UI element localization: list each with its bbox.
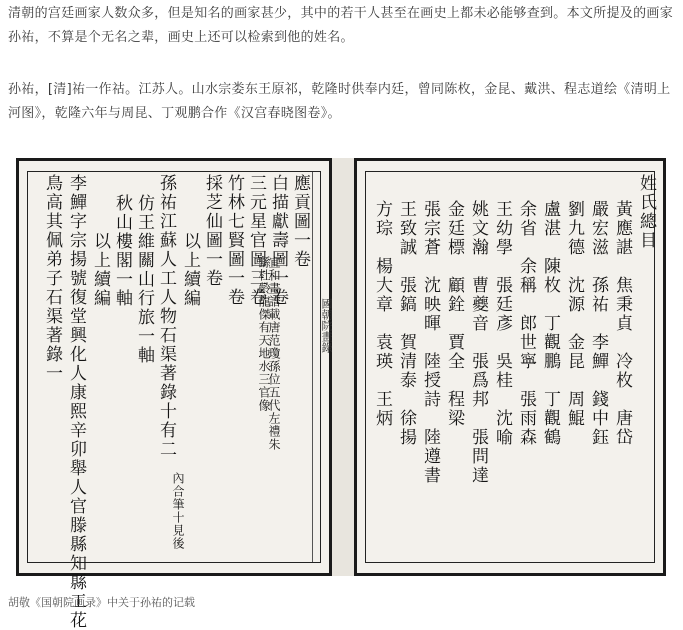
right-page-column: 張宗蒼 沈映暉 陸授詩 陸遵書	[420, 200, 440, 485]
right-page-column: 姚文瀚 曹夔音 張爲邦 張問達	[468, 200, 488, 485]
left-page-annotation: 繇杜齡龍傑有天地水三官像	[257, 256, 271, 412]
right-page-column: 盧湛 陳枚 丁觀鵬 丁觀鶴	[540, 200, 560, 447]
right-page-column: 黃應諶 焦秉貞 冷枚 唐岱	[612, 200, 632, 447]
left-page-column: 李鱓字宗揚號復堂興化人康熙辛卯舉人官滕縣知縣工花	[66, 174, 86, 630]
right-page-column: 姓氏總目	[636, 174, 656, 250]
left-page-column: 白描獻壽圖一卷	[268, 174, 288, 307]
left-page-column: 以上續編	[90, 232, 110, 308]
right-page-column: 王致誠 張鎬 賀清泰 徐揚	[396, 200, 416, 447]
page-right-frame	[365, 171, 655, 563]
book-page-right	[354, 158, 666, 576]
left-page-column: 三元星官圖三卷	[246, 174, 266, 307]
left-page-column: 竹林七賢圖一卷	[224, 174, 244, 307]
left-page-column: 孫祐江蘇人工人物石渠著錄十有二	[156, 174, 176, 459]
left-page-annotation: 內合筆十見後	[171, 472, 185, 550]
image-caption: 胡敬《国朝院画录》中关于孙祐的记载	[8, 596, 195, 609]
right-page-column: 劉九德 沈源 金昆 周鯤	[564, 200, 584, 428]
right-page-column: 王幼學 張廷彥 吳桂 沈喻	[492, 200, 512, 447]
left-page-annotation: 宜和畫譜載唐范瓊孫位五代左禮朱	[267, 256, 281, 451]
right-page-column: 金廷標 顧銓 賈全 程梁	[444, 200, 464, 428]
left-page-column: 採芝仙圖一卷	[202, 174, 222, 288]
intro-paragraph-1: 清朝的宫廷画家人数众多，但是知名的画家甚少，其中的若干人甚至在画史上都未必能够查到。本文所提及的画家孙祐，不算是个无名之辈，画史上还可以检索到他的姓名。	[8, 6, 674, 45]
left-page-column: 仿王維關山行旅一軸	[134, 194, 154, 365]
left-page-column: 應貢圖一卷	[290, 174, 310, 269]
right-page-column: 方琮 楊大章 袁瑛 王炳	[372, 200, 392, 428]
gutter-title: 國朝院畫錄	[320, 297, 333, 353]
left-page-column: 秋山樓閣一軸	[112, 194, 132, 308]
intro-paragraph-2: 孙祐，[清]祐一作祜。江苏人。山水宗娄东王原祁，乾隆时供奉内廷，曾同陈枚，金昆、戴洪、程志道绘《清明上河图》，乾隆六年与周昆、丁观鹏合作《汉宫春晓图卷》。	[8, 82, 671, 121]
left-page-column: 以上續編	[180, 232, 200, 308]
right-page-column: 余省 余稱 郎世寧 張雨森	[516, 200, 536, 447]
book-fold	[332, 158, 354, 576]
left-page-column: 鳥高其佩弟子石渠著錄一	[42, 174, 62, 383]
right-page-column: 嚴宏滋 孫祐 李鱓 錢中鈺	[588, 200, 608, 447]
